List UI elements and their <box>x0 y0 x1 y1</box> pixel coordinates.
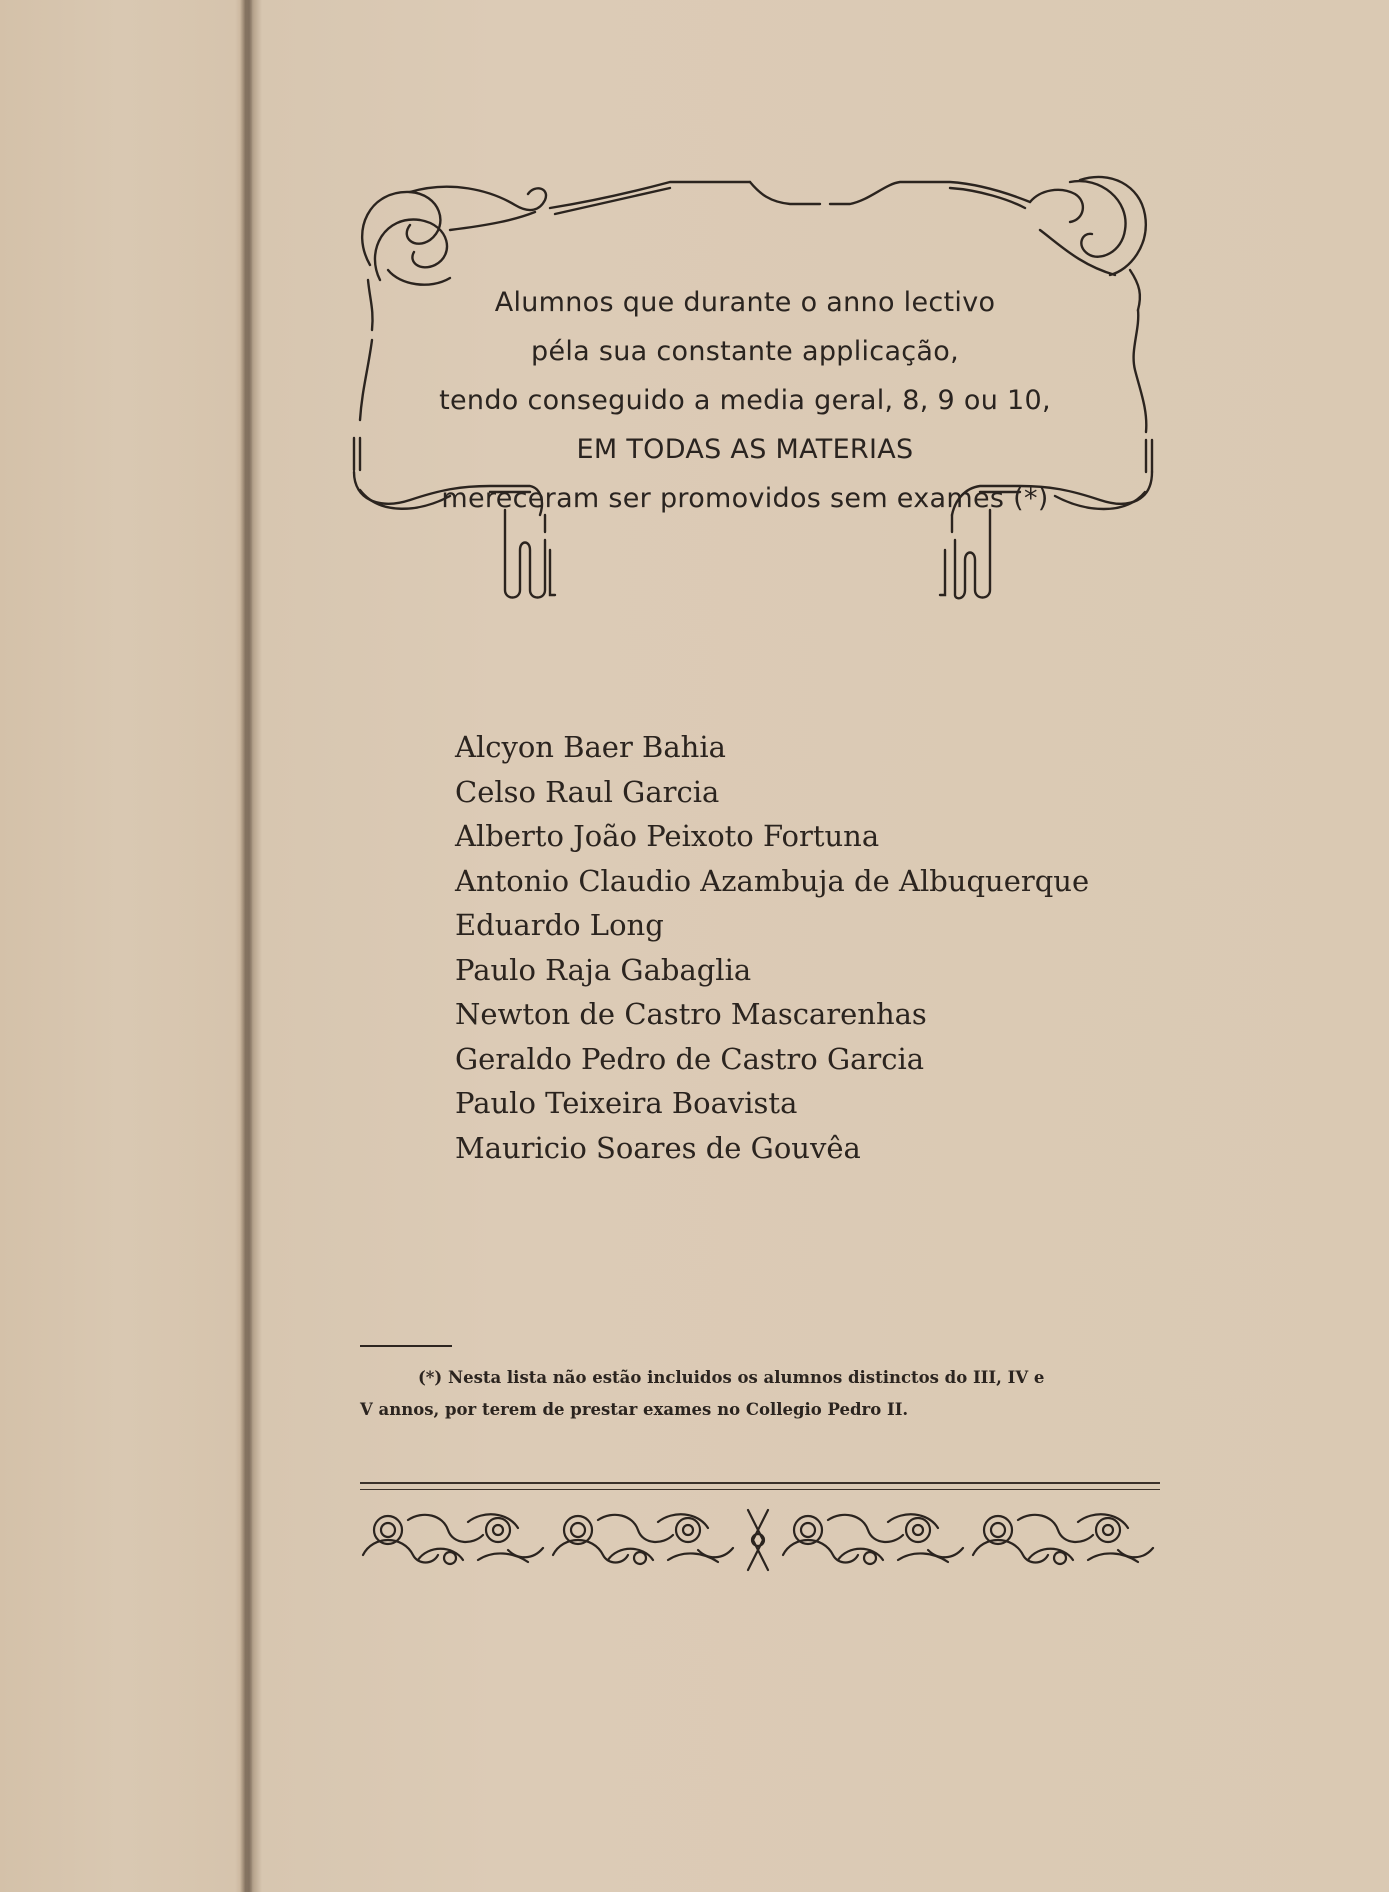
footnote-divider <box>360 1345 452 1347</box>
list-item: Mauricio Soares de Gouvêa <box>455 1130 861 1165</box>
footnote-line: (*) Nesta lista não estão incluidos os alumnos distinctos do III, IV e <box>418 1368 1045 1387</box>
divider <box>360 1489 1160 1490</box>
heading-line: EM TODAS AS MATERIAS <box>576 434 914 465</box>
left-page-edge <box>0 0 246 1892</box>
heading-line: péla sua constante applicação, <box>531 336 959 367</box>
list-item: Newton de Castro Mascarenhas <box>455 997 927 1031</box>
list-item: Antonio Claudio Azambuja de Albuquerque <box>455 863 1090 898</box>
list-item: Paulo Teixeira Boavista <box>455 1086 798 1120</box>
heading-line: tendo conseguido a media geral, 8, 9 ou 10, <box>439 385 1051 416</box>
student-name-list <box>455 725 1175 1170</box>
divider <box>360 1482 1160 1484</box>
book-gutter <box>240 0 252 1892</box>
list-item: Alcyon Baer Bahia <box>455 730 726 764</box>
list-item: Alberto João Peixoto Fortuna <box>455 819 880 853</box>
heading-line: mereceram ser promovidos sem exames (*) <box>441 483 1049 514</box>
floral-border-icon <box>358 1500 1163 1580</box>
list-item: Celso Raul Garcia <box>455 774 720 809</box>
ornament-rules <box>360 1482 1160 1495</box>
cartouche-heading <box>360 278 1130 523</box>
list-item: Paulo Raja Gabaglia <box>455 952 752 987</box>
list-item: Eduardo Long <box>455 908 664 942</box>
footnote-line: V annos, por terem de prestar exames no Collegio Pedro II. <box>360 1400 909 1419</box>
heading-line: Alumnos que durante o anno lectivo <box>494 287 996 318</box>
list-item: Geraldo Pedro de Castro Garcia <box>455 1041 925 1076</box>
footnote <box>360 1362 1165 1426</box>
